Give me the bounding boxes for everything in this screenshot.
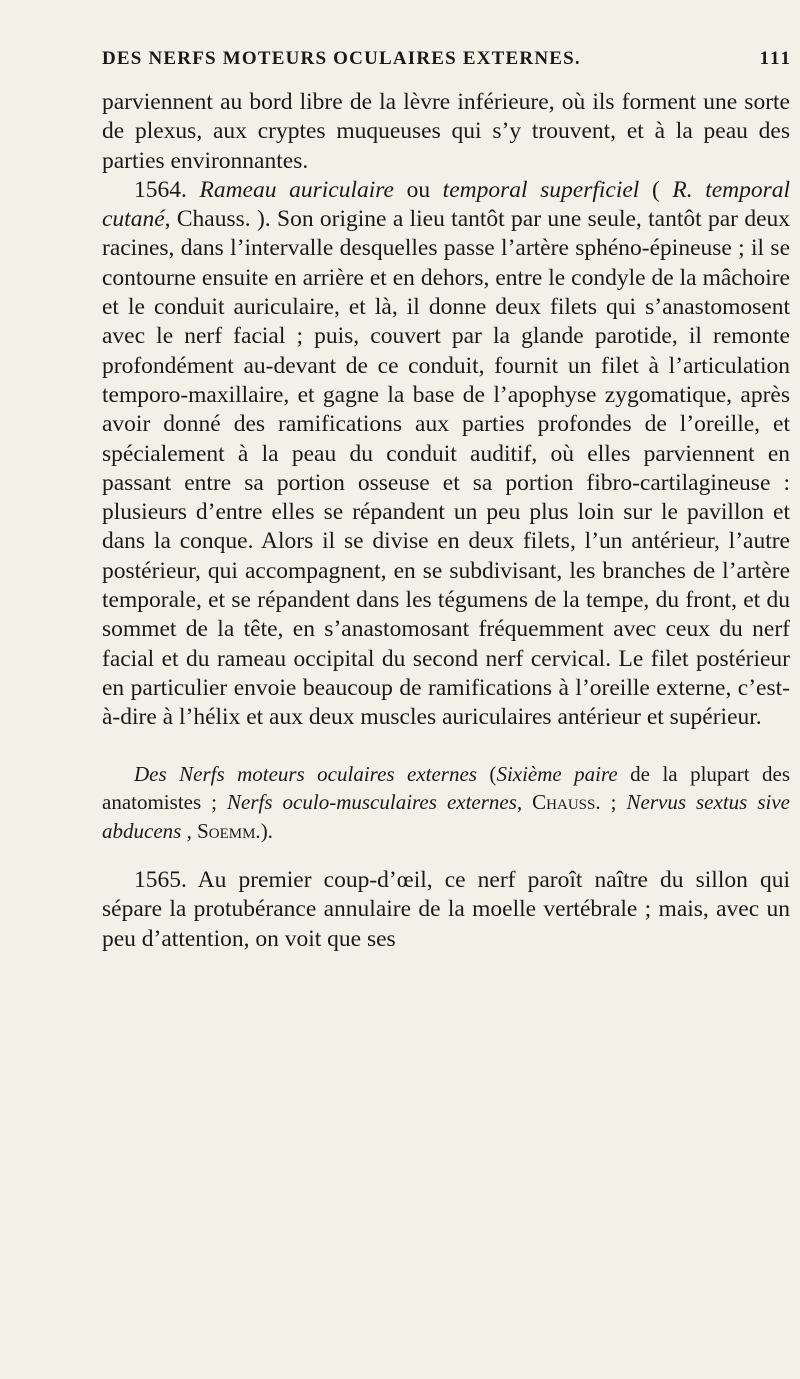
synonym: R. temporal cutané <box>102 176 791 233</box>
section-heading <box>102 760 790 846</box>
section-alt-suffix: de la plupart des anatomistes ; <box>102 761 790 815</box>
page-header <box>102 48 792 78</box>
paragraph-number: 1565. <box>134 867 187 894</box>
section-title: Des Nerfs moteurs oculaires externes <box>134 761 477 786</box>
section-alt-name-2: Nerfs oculo-musculaires externes, <box>227 790 523 815</box>
paragraph-1564 <box>102 176 790 733</box>
conjunction: ou <box>406 176 431 203</box>
paragraph-continuation <box>102 88 790 176</box>
paragraph-1565 <box>102 866 790 954</box>
section-alt-name-1: Sixième paire <box>496 761 618 786</box>
body-text <box>102 88 790 954</box>
paragraph-text: Au premier coup-d’œil, ce nerf paroît naître du sillon qui sépare la protubérance annulaire de la moelle vertébrale ; mais, avec un peu d’attention, on voit que ses <box>102 867 790 952</box>
paragraph-text: parviennent au bord libre de la lèvre inférieure, où ils forment une sorte de plexus, aux cryptes muqueuses qui s’y trouvent, et à la peau des parties environnantes. <box>102 89 790 174</box>
paren-open: ( <box>476 761 497 786</box>
paragraph-text: Son origine a lieu tantôt par une seule, tantôt par deux racines, dans l’intervalle desquelles passe l’artère sphéno-épineuse ; il se contourne ensuite en arrière et en dehors, entre le condyle de la mâchoire et le conduit auriculaire, et là, il donne deux filets qui s’anastomosent avec le nerf facial ; puis, couvert par la glande parotide, il remonte profondément au-devant de ce conduit, fournit un filet à l’articulation temporo-maxillaire, et gagne la base de l’apophyse zygomatique, après avoir donné des ramifications aux parties profondes de l’oreille, et spécialement à la peau du conduit auditif, où elles parviennent en passant entre sa portion osseuse et sa portion fibro-cartilagineuse : plusieurs d’entre elles se répandent un peu plus loin sur le pavillon et dans la conque. Alors il se divise en deux filets, l’un antérieur, l’autre postérieur, qui accompagnent, en se subdivisant, les branches de l’artère temporale, et se répandent dans les tégumens de la tempe, du front, et du sommet de la tête, en s’anastomosant fréquemment avec ceux du nerf facial et du rameau occipital du second nerf cervical. Le filet postérieur en particulier envoie beaucoup de ramifications à l’oreille externe, c’est-à-dire à l’hélix et aux deux muscles auriculaires antérieur et supérieur. <box>102 206 791 731</box>
section-alt-name-3: Nervus sextus sive abducens , <box>102 790 791 843</box>
section-author-1: Chauss. ; <box>522 790 627 815</box>
section-author-2: Soemm. <box>191 818 261 843</box>
paragraph-number: 1564. <box>134 176 187 203</box>
author-citation: , Chauss. ). <box>164 206 271 233</box>
term-title-alt: temporal superficiel <box>442 176 640 203</box>
running-title: DES NERFS MOTEURS OCULAIRES EXTERNES. <box>102 48 581 69</box>
page-number: 111 <box>759 48 792 69</box>
paren-open: ( <box>651 176 660 203</box>
term-title: Rameau auriculaire <box>199 176 394 203</box>
paren-close: ). <box>260 818 273 843</box>
